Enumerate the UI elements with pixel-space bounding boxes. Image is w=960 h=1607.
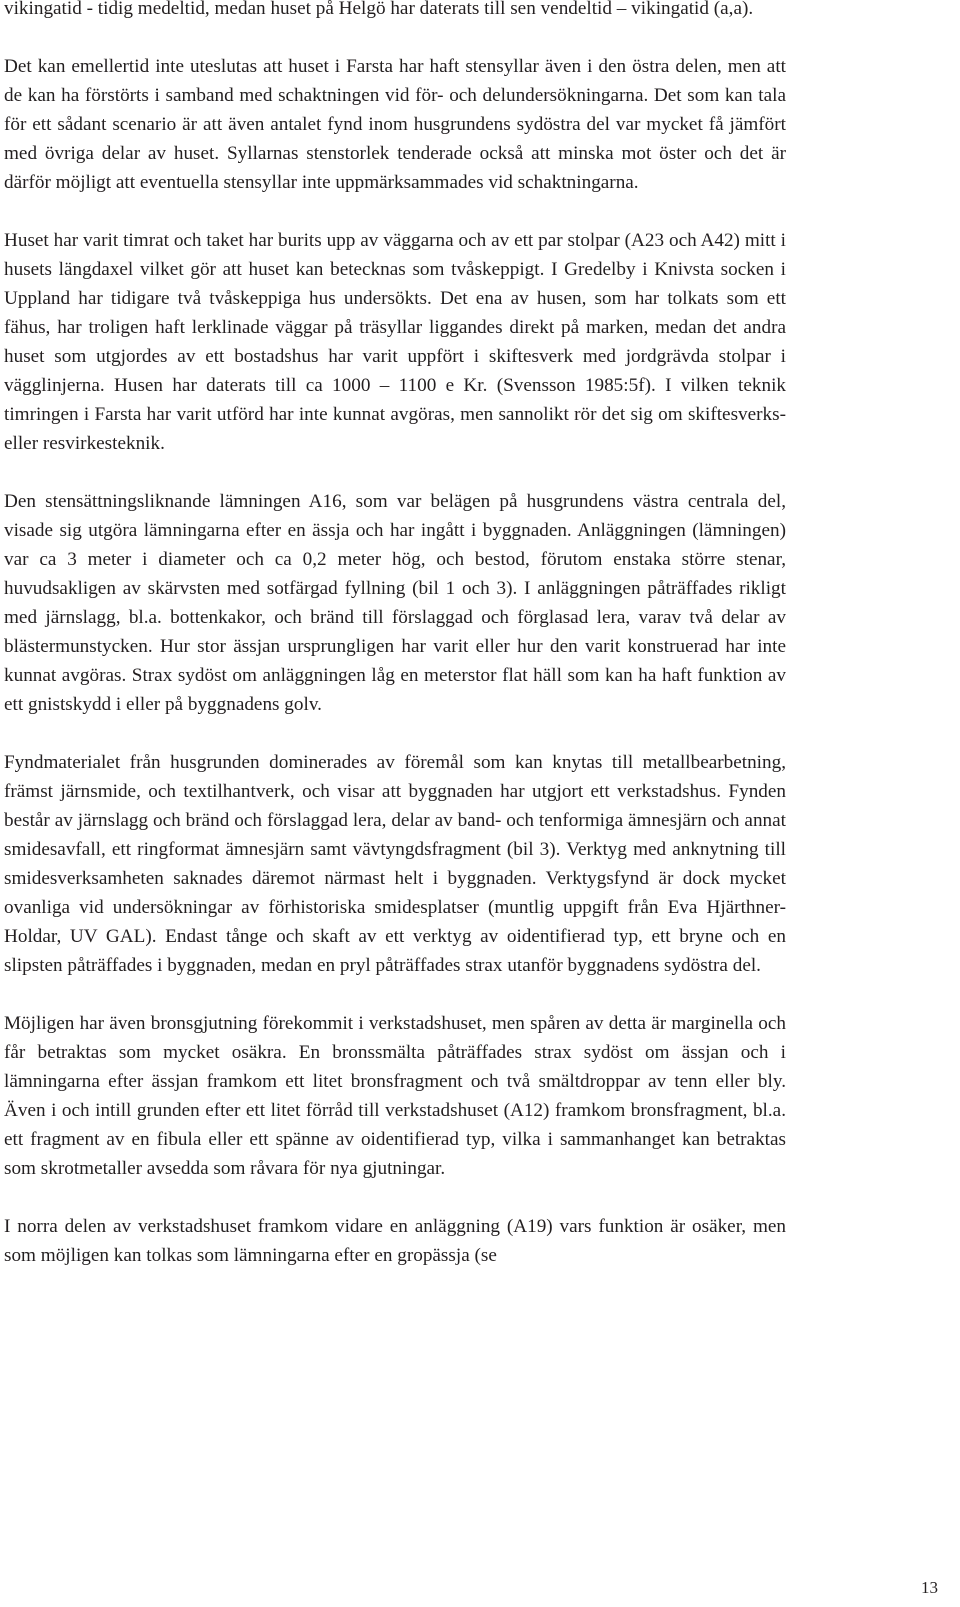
document-body xyxy=(4,0,786,1299)
paragraph-stensyllar: Det kan emellertid inte uteslutas att huset i Farsta har haft stensyllar även i den östra delen, men att de kan ha förstörts i samband med schaktningen vid för- och delundersökningarna. Det som kan tala för ett sådant scenario är att även antalet fynd inom husgrundens sydöstra del var mycket få jämfört med övriga delar av huset. Syllarnas stenstorlek tenderade också att minska mot öster och det är därför möjligt att eventuella stensyllar inte uppmärksammades vid schaktningarna. xyxy=(4,56,786,193)
paragraph-continuation: vikingatid - tidig medeltid, medan huset på Helgö har daterats till sen vendeltid – vikingatid (a,a). xyxy=(4,0,754,19)
paragraph-assja: Den stensättningsliknande lämningen A16, som var belägen på husgrundens västra centrala del, visade sig utgöra lämningarna efter en ässja och har ingått i byggnaden. Anläggningen (lämningen) var ca 3 meter i diameter och ca 0,2 meter hög, och bestod, förutom enstaka större stenar, huvudsakligen av skärvsten med sotfärgad fyllning (bil 1 och 3). I anläggningen påträffades rikligt med järnslagg, bl.a. bottenkakor, och bränd till förslaggad och förglasad lera, varav två delar av blästermunstycken. Hur stor ässjan ursprungligen har varit eller hur den varit konstruerad har inte kunnat avgöras. Strax sydöst om anläggningen låg en meterstor flat häll som kan ha haft funktion av ett gnistskydd i eller på byggnadens golv. xyxy=(4,491,786,715)
paragraph-fyndmaterial: Fyndmaterialet från husgrunden dominerades av föremål som kan knytas till metallbearbetning, främst järnsmide, och textilhantverk, och visar att byggnaden har utgjort ett verkstadshus. Fynden består av järnslagg och bränd och förslaggad lera, delar av band- och tenformiga ämnesjärn och annat smidesavfall, ett ringformat ämnesjärn samt vävtyngdsfragment (bil 3). Verktyg med anknytning till smidesverksamheten saknades däremot närmast helt i byggnaden. Verktygsfynd är dock mycket ovanliga vid undersökningar av förhistoriska smidesplatser (muntlig uppgift från Eva Hjärthner-Holdar, UV GAL). Endast tånge och skaft av ett verktyg av oidentifierad typ, ett bryne och en slipsten påträffades i byggnaden, medan en pryl påträffades strax utanför byggnadens sydöstra del. xyxy=(4,752,786,976)
paragraph-gropassja: I norra delen av verkstadshuset framkom vidare en anläggning (A19) vars funktion är osäker, men som möjligen kan tolkas som lämningarna efter en gropässja (se xyxy=(4,1216,786,1266)
paragraph-timrat-hus: Huset har varit timrat och taket har burits upp av väggarna och av ett par stolpar (A23 och A42) mitt i husets längdaxel vilket gör att huset kan betecknas som tvåskeppigt. I Gredelby i Knivsta socken i Uppland har tidigare två tvåskeppiga hus undersökts. Det ena av husen, som har tolkats som ett fähus, har troligen haft lerklinade väggar på träsyllar liggandes direkt på marken, medan det andra huset som utgjordes av ett bostadshus har varit uppfört i skiftesverk med jordgrävda stolpar i vägglinjerna. Husen har daterats till ca 1000 – 1100 e Kr. (Svensson 1985:5f). I vilken teknik timringen i Farsta har varit utförd har inte kunnat avgöras, men sannolikt rör det sig om skiftesverks- eller resvirkesteknik. xyxy=(4,230,786,454)
paragraph-bronsgjutning: Möjligen har även bronsgjutning förekommit i verkstadshuset, men spåren av detta är marginella och får betraktas som mycket osäkra. En bronssmälta påträffades strax sydöst om ässjan och i lämningarna efter ässjan framkom ett litet bronsfragment och två smältdroppar av tenn eller bly. Även i och intill grunden efter ett litet förråd till verkstadshuset (A12) framkom bronsfragment, bl.a. ett fragment av en fibula eller ett spänne av oidentifierad typ, vilka i sammanhanget kan betraktas som skrotmetaller avsedda som råvara för nya gjutningar. xyxy=(4,1013,786,1179)
page-number: 13 xyxy=(921,1578,938,1597)
